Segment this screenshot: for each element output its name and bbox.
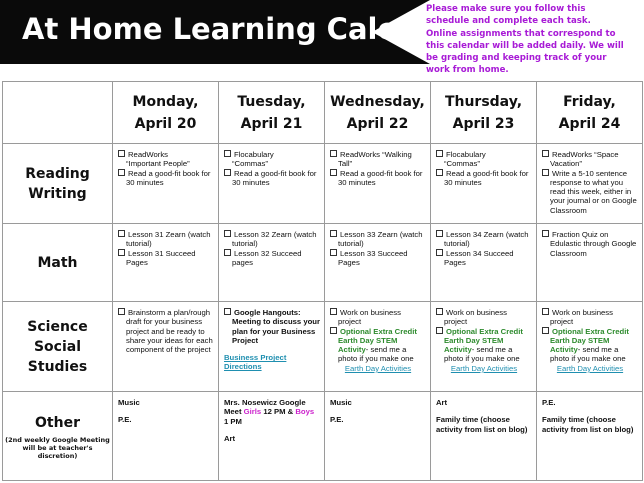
row-label-reading-writing: Reading Writing (3, 144, 113, 224)
checkbox-icon (330, 150, 337, 157)
checkbox-icon (224, 308, 231, 315)
day-header-tuesday: Tuesday, April 21 (219, 82, 325, 144)
google-meeting-note: (2nd weekly Google Meeting will be at teacher's discretion) (5, 435, 110, 460)
cell-other-tuesday: Mrs. Nosewicz Google Meet Girls 12 PM & Boys 1 PM Art (219, 392, 325, 481)
instructions-note (426, 3, 640, 77)
cell-reading-friday: ReadWorks “Space Vacation” Write a 5-10 sentence response to what you read this week, either in your journal or on Google Classroom (537, 144, 643, 224)
cell-reading-thursday: Flocabulary “Commas” Read a good-fit book for 30 minutes (431, 144, 537, 224)
cell-science-monday: Brainstorm a plan/rough draft for your business project and be ready to share your ideas for each component of the project (113, 302, 219, 392)
checkbox-icon (118, 169, 125, 176)
day-header-monday: Monday, April 20 (113, 82, 219, 144)
cell-other-friday: P.E. Family time (choose activity from list on blog) (537, 392, 643, 481)
checkbox-icon (542, 150, 549, 157)
checkbox-icon (542, 327, 549, 334)
row-label-math: Math (3, 224, 113, 302)
day-header-friday: Friday, April 24 (537, 82, 643, 144)
checkbox-icon (224, 150, 231, 157)
checkbox-icon (224, 169, 231, 176)
note-line: Online assignments that correspond to (426, 28, 616, 39)
cell-science-tuesday: Google Hangouts: Meeting to discuss your plan for your Business Project Business Project Directions (219, 302, 325, 392)
checkbox-icon (224, 230, 231, 237)
cell-math-monday: Lesson 31 Zearn (watch tutorial) Lesson 31 Succeed Pages (113, 224, 219, 302)
checkbox-icon (542, 169, 549, 176)
checkbox-icon (224, 249, 231, 256)
row-label-other: Other (2nd weekly Google Meeting will be at teacher's discretion) (3, 392, 113, 481)
cell-science-wednesday: Work on business project Optional Extra Credit Earth Day STEM Activity- send me a photo if you make one Earth Day Activities (325, 302, 431, 392)
checkbox-icon (118, 249, 125, 256)
checkbox-icon (330, 169, 337, 176)
checkbox-icon (330, 230, 337, 237)
row-science-social-studies (3, 302, 643, 392)
row-math (3, 224, 643, 302)
earth-day-activities-link[interactable]: Earth Day Activities (344, 363, 412, 373)
calendar-table (2, 81, 643, 481)
earth-day-activities-link[interactable]: Earth Day Activities (556, 363, 624, 373)
page-title: At Home Learning Calendar (22, 12, 473, 46)
note-line: be grading and keeping track of your (426, 53, 607, 64)
cell-reading-monday: ReadWorks “Important People” Read a good-fit book for 30 minutes (113, 144, 219, 224)
checkbox-icon (436, 308, 443, 315)
day-header-wednesday: Wednesday, April 22 (325, 82, 431, 144)
note-line: Please make sure you follow this (426, 4, 586, 14)
cell-reading-tuesday: Flocabulary “Commas” Read a good-fit book for 30 minutes (219, 144, 325, 224)
cell-other-monday: Music P.E. (113, 392, 219, 481)
note-line: this calendar will be added daily. We will (426, 40, 624, 51)
cell-science-friday: Work on business project Optional Extra Credit Earth Day STEM Activity- send me a photo if you make one Earth Day Activities (537, 302, 643, 392)
checkbox-icon (118, 150, 125, 157)
title-banner (0, 0, 473, 64)
earth-day-activities-link[interactable]: Earth Day Activities (450, 363, 518, 373)
checkbox-icon (436, 327, 443, 334)
checkbox-icon (542, 308, 549, 315)
checkbox-icon (118, 308, 125, 315)
note-line: schedule and complete each task. (426, 16, 591, 27)
checkbox-icon (436, 169, 443, 176)
checkbox-icon (330, 249, 337, 256)
corner-cell (3, 82, 113, 144)
header-row (3, 82, 643, 144)
cell-other-thursday: Art Family time (choose activity from list on blog) (431, 392, 537, 481)
cell-reading-wednesday: ReadWorks “Walking Tall” Read a good-fit book for 30 minutes (325, 144, 431, 224)
cell-math-wednesday: Lesson 33 Zearn (watch tutorial) Lesson 33 Succeed Pages (325, 224, 431, 302)
cell-math-friday: Fraction Quiz on Edulastic through Google Classroom (537, 224, 643, 302)
cell-math-tuesday: Lesson 32 Zearn (watch tutorial) Lesson 32 Succeed pages (219, 224, 325, 302)
cell-science-thursday: Work on business project Optional Extra Credit Earth Day STEM Activity- send me a photo if you make one Earth Day Activities (431, 302, 537, 392)
checkbox-icon (436, 230, 443, 237)
checkbox-icon (330, 308, 337, 315)
cell-other-wednesday: Music P.E. (325, 392, 431, 481)
checkbox-icon (436, 249, 443, 256)
row-other (3, 392, 643, 481)
checkbox-icon (118, 230, 125, 237)
checkbox-icon (436, 150, 443, 157)
business-project-directions-link[interactable]: Business Project Directions (224, 353, 287, 372)
note-line: work from home. (426, 65, 509, 76)
checkbox-icon (330, 327, 337, 334)
row-label-science-social-studies: Science Social Studies (3, 302, 113, 392)
checkbox-icon (542, 230, 549, 237)
cell-math-thursday: Lesson 34 Zearn (watch tutorial) Lesson 34 Succeed Pages (431, 224, 537, 302)
day-header-thursday: Thursday, April 23 (431, 82, 537, 144)
row-reading-writing (3, 144, 643, 224)
